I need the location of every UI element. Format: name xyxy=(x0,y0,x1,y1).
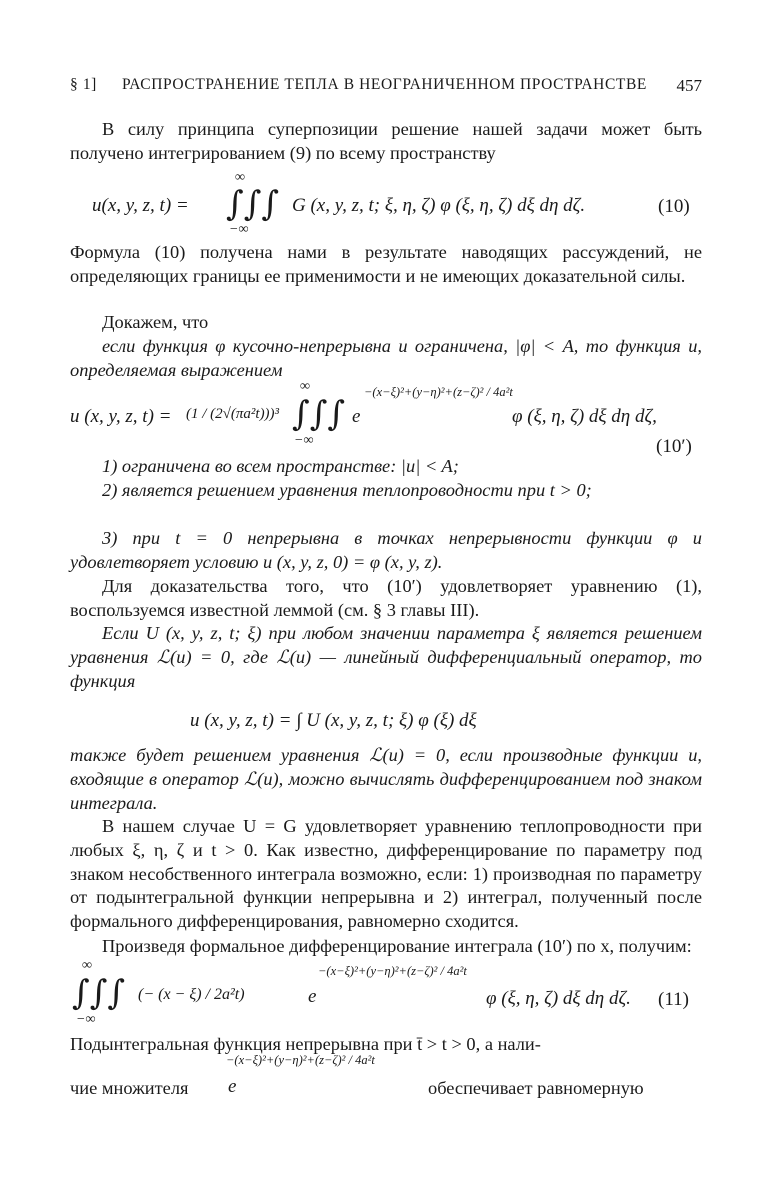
running-header xyxy=(70,76,702,100)
paragraph-our-case: В нашем случае U = G удовлетворяет уравнению теплопроводности при любых ξ, η, ζ и t > 0. Как известно, дифференцирование по параметру под знаком несобственного интеграла возможно, если: 1) производная по параметру от подынтегральной функции непрерывна и 2) интеграл, полученный после формального дифференцирования, равномерно сходится. xyxy=(70,816,702,932)
eq10-integral-signs: ∫∫∫ xyxy=(226,184,280,224)
para7-exponent: −(x−ξ)²+(y−η)²+(z−ζ)² / 4a²t xyxy=(226,1053,375,1067)
eq10p-number: (10′) xyxy=(656,436,692,457)
eq10p-exponent: −(x−ξ)²+(y−η)²+(z−ζ)² / 4a²t xyxy=(364,385,513,399)
paragraph-formula-remark: Формула (10) получена нами в результате наводящих рассуждений, не определяющих границы ее применимости и не имеющих доказательной силы. xyxy=(70,242,702,286)
eq10p-tail: φ (ξ, η, ζ) dξ dη dζ, xyxy=(512,406,657,427)
eq11-tail: φ (ξ, η, ζ) dξ dη dζ. xyxy=(486,988,631,1009)
eq10-lower-limit: −∞ xyxy=(229,222,249,237)
eq11-factor: (− (x − ξ) / 2a²t) xyxy=(138,986,245,1003)
page-number: 457 xyxy=(676,76,702,95)
eq10-integrand: G (x, y, z, t; ξ, η, ζ) φ (ξ, η, ζ) dξ dη dζ. xyxy=(292,195,586,216)
eq11-upper-limit: ∞ xyxy=(82,958,92,973)
chapter-title: РАСПРОСТРАНЕНИЕ ТЕПЛА В НЕОГРАНИЧЕННОМ ПРОСТРАНСТВЕ xyxy=(122,76,647,93)
section-mark: § 1] xyxy=(70,76,97,93)
paragraph-lemma-ref: Для доказательства того, что (10′) удовлетворяет уравнению (1), воспользуемся известной леммой (см. § 3 главы III). xyxy=(70,576,702,620)
property-1: 1) ограничена во всем пространстве: |u| < A; xyxy=(102,456,459,476)
theorem-statement: если функция φ кусочно-непрерывна и ограничена, |φ| < A, то функция u, определяемая выражением xyxy=(70,336,702,380)
eq10-number: (10) xyxy=(658,196,690,217)
para7-text-b: обеспечивает равномерную xyxy=(428,1078,644,1098)
para7-text-a: чие множителя xyxy=(70,1078,189,1098)
eq11-exponential: e xyxy=(308,986,317,1007)
property-3: 3) при t = 0 непрерывна в точках непрерывности функции φ и удовлетворяет условию u (x, y, z, 0) = φ (x, y, z). xyxy=(70,528,702,572)
eq10p-lower-limit: −∞ xyxy=(294,433,314,448)
eq10p-lhs: u (x, y, z, t) = xyxy=(70,406,172,427)
lemma-equation: u (x, y, z, t) = ∫ U (x, y, z, t; ξ) φ (ξ) dξ xyxy=(190,710,477,731)
eq11-number: (11) xyxy=(658,989,689,1010)
lemma-statement: Если U (x, y, z, t; ξ) при любом значении параметра ξ является решением уравнения ℒ(u) = 0, где ℒ(u) — линейный дифференциальный оператор, то функция xyxy=(70,623,702,691)
eq10p-upper-limit: ∞ xyxy=(300,379,310,394)
eq10-lhs: u(x, y, z, t) = xyxy=(92,195,189,216)
lemma-conclusion: также будет решением уравнения ℒ(u) = 0, если производные функции u, входящие в оператор ℒ(u), можно вычислять дифференцированием под знаком интеграла. xyxy=(70,745,702,813)
paragraph-continuity-line1: Подынтегральная функция непрерывна при t̄ > t > 0, а нали- xyxy=(70,1034,541,1054)
eq10p-factor: (1 / (2√(πa²t)))³ xyxy=(186,406,280,422)
paragraph-differentiation: Произведя формальное дифференцирование интеграла (10′) по x, получим: xyxy=(102,936,692,956)
para7-exponential: e xyxy=(228,1076,237,1097)
paragraph-prove: Докажем, что xyxy=(102,312,209,332)
property-2: 2) является решением уравнения теплопроводности при t > 0; xyxy=(102,480,592,500)
eq10-upper-limit: ∞ xyxy=(235,170,245,185)
eq10p-integral-signs: ∫∫∫ xyxy=(292,394,346,434)
eq11-exponent: −(x−ξ)²+(y−η)²+(z−ζ)² / 4a²t xyxy=(318,964,467,978)
eq11-integral-signs: ∫∫∫ xyxy=(72,973,126,1013)
eq11-lower-limit: −∞ xyxy=(76,1012,96,1027)
eq10p-exponential: e xyxy=(352,406,361,427)
paragraph-superposition: В силу принципа суперпозиции решение нашей задачи может быть получено интегрированием (9) по всему пространству xyxy=(70,119,702,163)
